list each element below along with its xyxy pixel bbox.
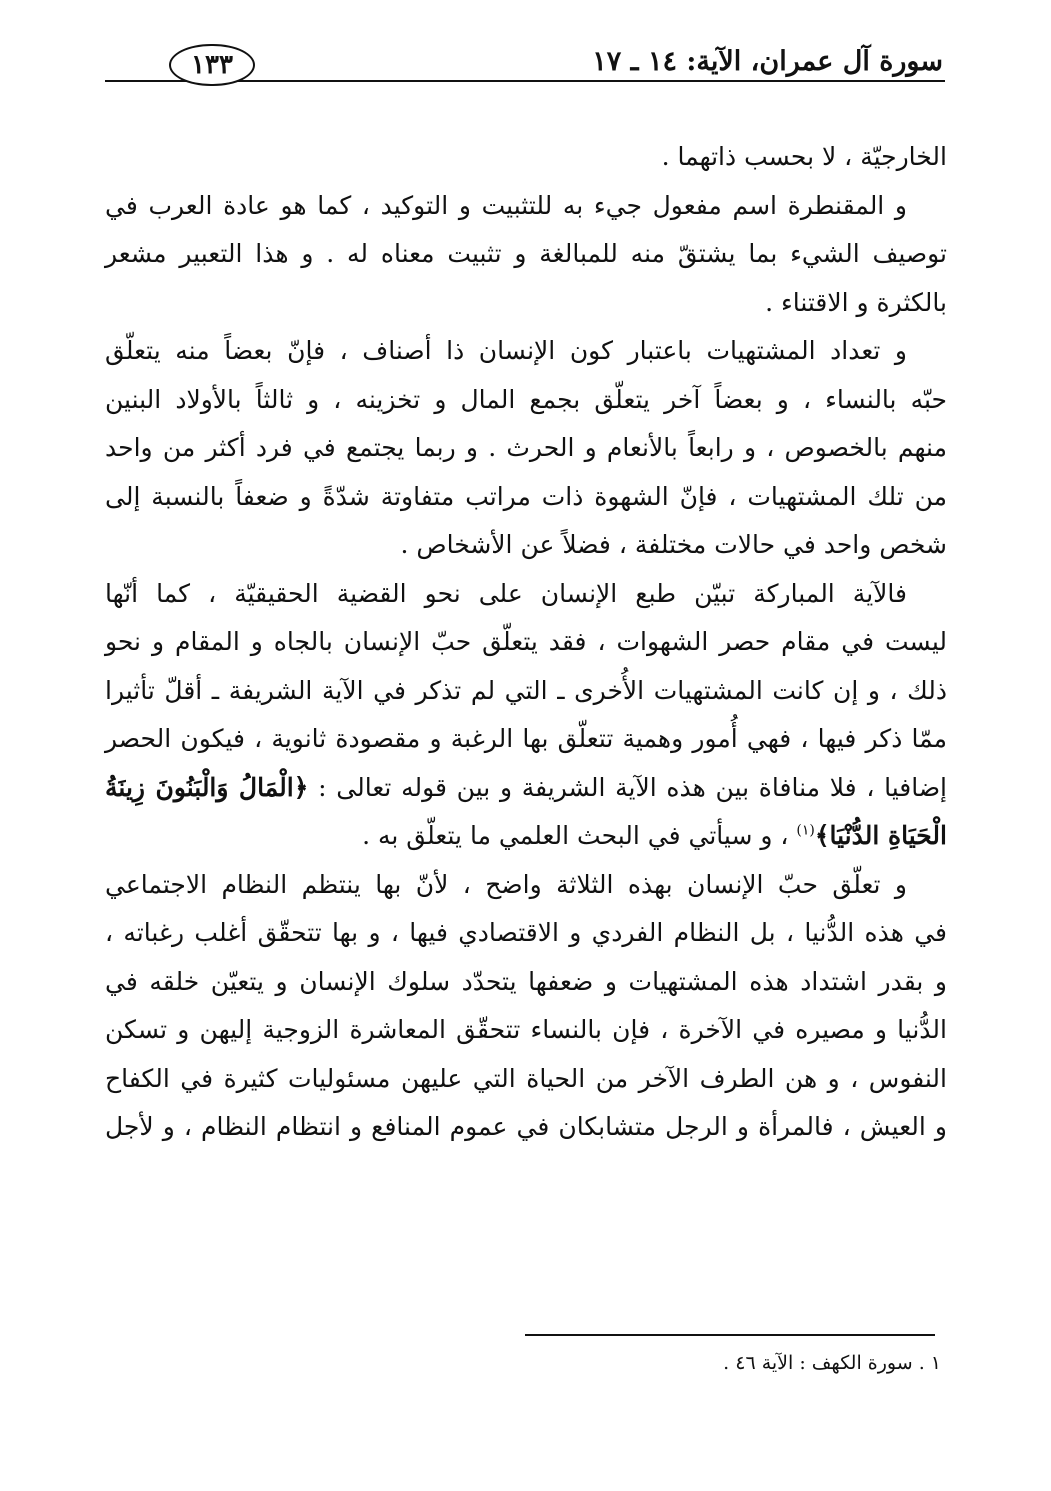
quran-verse: ﴿الْمَالُ وَالْبَنُونَ زِينَةُ	[105, 772, 309, 802]
text-line: بالكثرة و الاقتناء .	[765, 287, 947, 317]
text-line: النفوس ، و هن الطرف الآخر من الحياة التي عليهن مسئوليات كثيرة في الكفاح	[105, 1063, 947, 1093]
line-text: إضافيا ، فلا منافاة بين هذه الآية الشريفة و بين قوله تعالى :	[318, 772, 948, 802]
text-line: توصيف الشيء بما يشتقّ منه للمبالغة و تثبيت معناه له . و هذا التعبير مشعر	[105, 239, 947, 268]
text-line-with-quran	[105, 764, 947, 813]
body-text	[105, 133, 947, 1152]
text-line-with-quran	[105, 812, 947, 861]
footnote-rule	[525, 1334, 935, 1336]
text-line: و تعداد المشتهيات باعتبار كون الإنسان ذا أصناف ، فإنّ بعضاً منه يتعلّق	[105, 336, 907, 365]
text-line: و بقدر اشتداد هذه المشتهيات و ضعفها يتحدّد سلوك الإنسان و يتعيّن خلقه في	[105, 966, 947, 996]
text-line: الدُّنيا و مصيره في الآخرة ، فإن بالنساء تتحقّق المعاشرة الزوجية إليهن و تسكن	[105, 1015, 947, 1044]
footnote: ١ . سورة الكهف : الآية ٤٦ .	[723, 1352, 941, 1374]
text-line: في هذه الدُّنيا ، بل النظام الفردي و الاقتصادي فيها ، و بها تتحقّق أغلب رغباته ،	[105, 918, 947, 947]
text-line: حبّه بالنساء ، و بعضاً آخر يتعلّق بجمع المال و تخزينه ، و ثالثاً بالأولاد البنين	[105, 384, 947, 414]
text-line: منهم بالخصوص ، و رابعاً بالأنعام و الحرث . و ربما يجتمع في فرد أكثر من واحد	[105, 433, 947, 462]
text-line: و العيش ، فالمرأة و الرجل متشابكان في عموم المنافع و انتظام النظام ، و لأجل	[105, 1112, 947, 1141]
text-line: شخص واحد في حالات مختلفة ، فضلاً عن الأشخاص .	[400, 530, 947, 559]
text-line: فالآية المباركة تبيّن طبع الإنسان على نحو القضية الحقيقيّة ، كما أنّها	[105, 578, 907, 608]
text-line: و المقنطرة اسم مفعول جيء به للتثبيت و التوكيد ، كما هو عادة العرب في	[105, 190, 907, 220]
text-line: ممّا ذكر فيها ، فهي أُمور وهمية تتعلّق بها الرغبة و مقصودة ثانوية ، فيكون الحصر	[105, 724, 947, 753]
text-line: ليست في مقام حصر الشهوات ، فقد يتعلّق حبّ الإنسان بالجاه و المقام و نحو	[105, 627, 947, 656]
text-line: من تلك المشتهيات ، فإنّ الشهوة ذات مراتب متفاوتة شدّةً و ضعفاً بالنسبة إلى	[105, 481, 947, 511]
running-title: سورة آل عمران، الآية: ١٤ ـ ١٧	[592, 46, 943, 77]
text-line: الخارجيّة ، لا بحسب ذاتهما .	[661, 142, 947, 171]
text-line: ذلك ، و إن كانت المشتهيات الأُخرى ـ التي لم تذكر في الآية الشريفة ـ أقلّ تأثيرا	[105, 675, 947, 705]
page-header	[105, 38, 945, 86]
quran-verse: الْحَيَاةِ الدُّنْيَا﴾	[814, 821, 947, 850]
line-text: ، و سيأتي في البحث العلمي ما يتعلّق به .	[362, 821, 789, 850]
text-line: و تعلّق حبّ الإنسان بهذه الثلاثة واضح ، لأنّ بها ينتظم النظام الاجتماعي	[105, 869, 907, 899]
page-number: ١٣٣	[169, 44, 255, 86]
footnote-marker: (١)	[796, 822, 815, 839]
